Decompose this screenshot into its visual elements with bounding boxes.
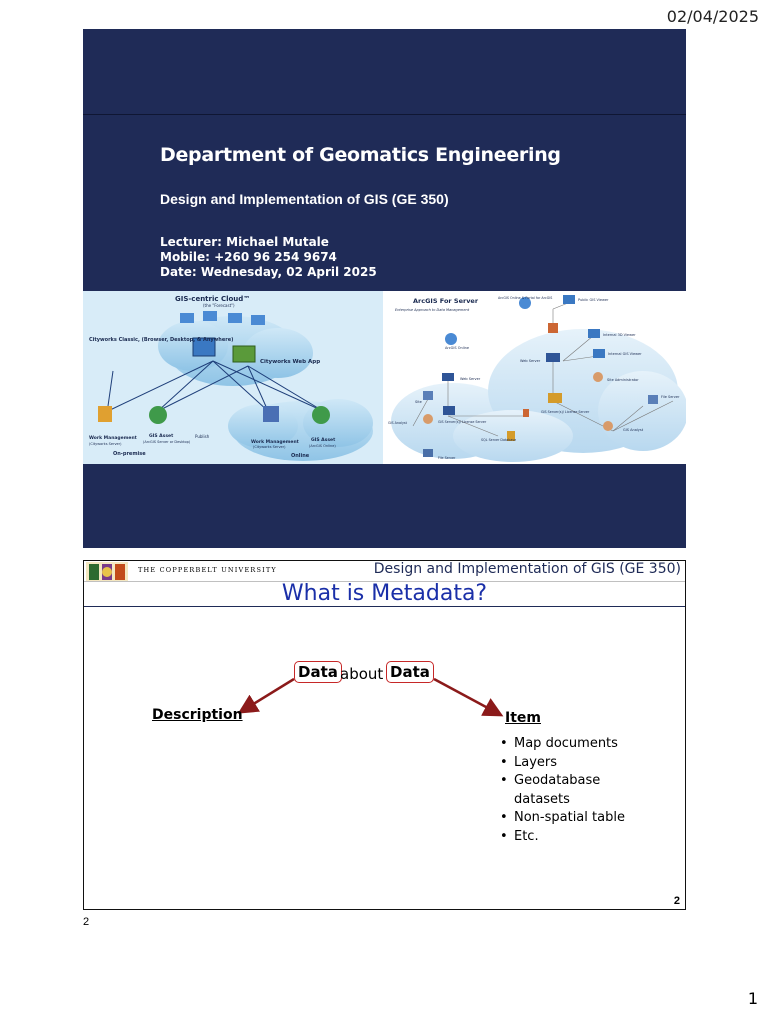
fig-gis-asset-right: GIS Asset — [311, 438, 336, 443]
data-box-right: Data — [386, 661, 434, 683]
fig-work-mgmt-right-sub: (Cityworks Server) — [253, 445, 286, 449]
list-item: • Layers — [500, 754, 634, 773]
fig-gis-analyst-left: GIS Analyst — [388, 421, 407, 425]
fig-file-server-right: File Server — [661, 395, 680, 399]
list-item: • Geodatabase datasets — [500, 772, 634, 809]
mobile-text: Mobile: +260 96 254 9674 — [160, 250, 337, 264]
slide-divider — [83, 114, 686, 115]
fig-left-title: GIS-centric Cloud™ — [175, 295, 251, 303]
fig-gis-asset-right-sub: (ArcGIS Online) — [309, 444, 336, 448]
page-number: 1 — [747, 989, 758, 1008]
fig-sql-db: SQL Server Database — [481, 438, 517, 442]
fig-left-subtitle: (the "Forecast") — [203, 303, 235, 308]
list-item: • Non-spatial table — [500, 809, 634, 828]
fig-site-admin: Site Administrator — [607, 378, 639, 382]
fig-cityworks-classic: Cityworks Classic, (Browser, Desktop, & Anywhere) — [89, 337, 234, 343]
slide-course-title: Design and Implementation of GIS (GE 350) — [373, 561, 681, 577]
about-text: about — [340, 665, 384, 683]
fig-right-title: ArcGIS For Server — [413, 297, 479, 305]
fig-internal-3d: Internal 3D Viewer — [603, 333, 636, 337]
title-slide — [83, 29, 686, 548]
fig-work-mgmt-right: Work Management — [251, 440, 299, 445]
fig-gis-servers-right: GIS Server(s)/ License Server — [541, 410, 590, 414]
fig-public-viewer: Public GIS Viewer — [578, 298, 609, 302]
fig-work-mgmt-left-sub: (Cityworks Server) — [89, 442, 122, 446]
fig-arcgis-portal: ArcGIS Online & Portal for ArcGIS — [498, 296, 553, 300]
architecture-diagram — [83, 291, 686, 464]
course-title: Design and Implementation of GIS (GE 350) — [160, 191, 449, 207]
slide-title: Department of Geomatics Engineering — [160, 144, 561, 166]
fig-arcgis-online: ArcGIS Online — [445, 346, 470, 350]
item-list — [500, 735, 634, 846]
page-date: 02/04/2025 — [666, 7, 759, 26]
fig-right-subtitle: Enterprise Approach to Data Management — [395, 308, 470, 312]
fig-on-premise: On-premise — [113, 451, 146, 457]
fig-work-mgmt-left: Work Management — [89, 436, 137, 441]
lecturer-text: Lecturer: Michael Mutale — [160, 235, 329, 249]
data-box-left: Data — [294, 661, 342, 683]
fig-file-server-bottom: File Server — [438, 456, 456, 460]
slide-heading: What is Metadata? — [281, 581, 488, 606]
fig-gis-asset-left-sub: (ArcGIS Server or Desktop) — [143, 440, 191, 444]
arrow-to-item — [434, 679, 499, 714]
item-label: Item — [505, 710, 541, 726]
fig-gis-analyst-right: GIS Analyst — [623, 428, 644, 432]
fig-web-server-top: Web Server — [460, 377, 481, 381]
metadata-slide — [83, 560, 686, 910]
date-text: Date: Wednesday, 02 April 2025 — [160, 265, 377, 279]
slide-number: 2 — [673, 895, 680, 907]
fig-publish: Publish — [195, 434, 210, 439]
list-item: • Etc. — [500, 828, 634, 847]
fig-site: Site — [415, 400, 422, 404]
architecture-figure — [83, 291, 686, 464]
fig-online: Online — [291, 453, 310, 459]
list-item: • Map documents — [500, 735, 634, 754]
fig-web-server-left: Web Server — [520, 359, 541, 363]
arrow-to-description — [242, 679, 294, 711]
description-label: Description — [152, 707, 243, 723]
slide-caption-number: 2 — [83, 916, 90, 928]
fig-gis-servers-left: GIS Server(s)/ License Server — [438, 420, 487, 424]
fig-cityworks-web-app: Cityworks Web App — [260, 359, 321, 365]
fig-gis-asset-left: GIS Asset — [149, 434, 174, 439]
university-name: THE COPPERBELT UNIVERSITY — [138, 566, 277, 574]
fig-internal-gis: Internal GIS Viewer — [608, 352, 642, 356]
